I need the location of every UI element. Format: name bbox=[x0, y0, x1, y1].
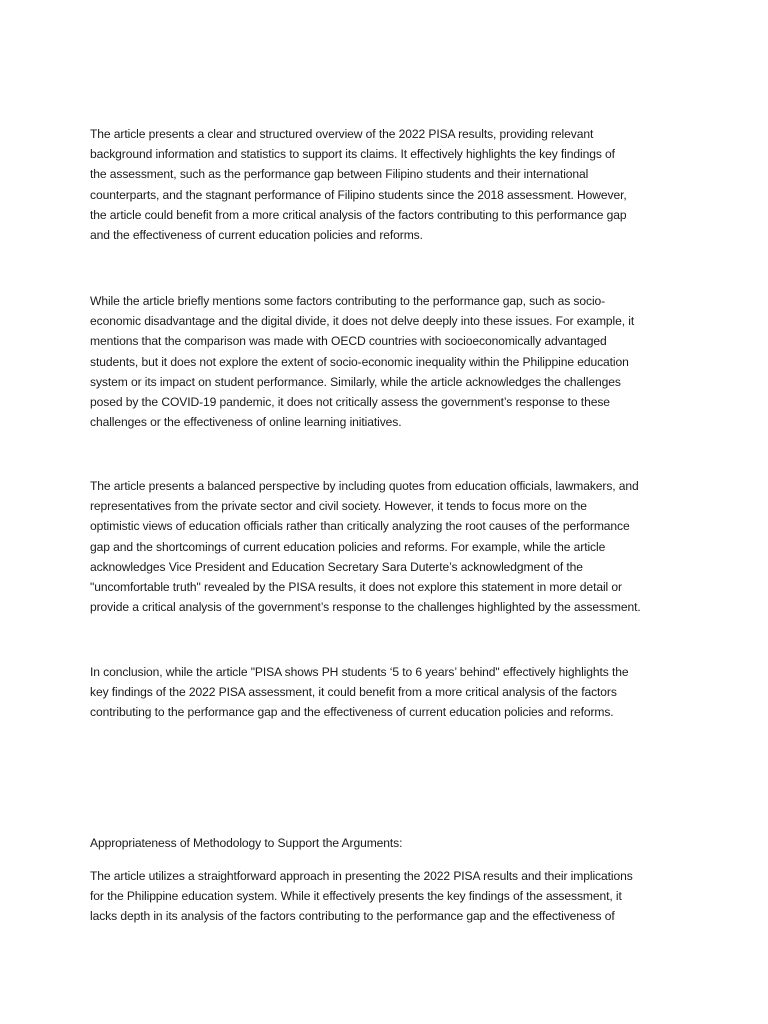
text-line: contributing to the performance gap and the effectiveness of current education policies and reforms. bbox=[90, 705, 614, 720]
text-line: for the Philippine education system. While it effectively presents the key findings of the assessment, it bbox=[90, 889, 622, 904]
text-line: lacks depth in its analysis of the factors contributing to the performance gap and the effectiveness of bbox=[90, 909, 615, 924]
text-line: mentions that the comparison was made with OECD countries with socioeconomically advantaged bbox=[90, 334, 607, 349]
text-line: the assessment, such as the performance gap between Filipino students and their international bbox=[90, 167, 589, 182]
heading-text: Appropriateness of Methodology to Support the Arguments: bbox=[90, 836, 403, 850]
text-line: gap and the shortcomings of current education policies and reforms. For example, while the article bbox=[90, 539, 606, 554]
paragraph-methodology bbox=[90, 866, 685, 927]
text-line: posed by the COVID-19 pandemic, it does not critically assess the government’s response to these bbox=[90, 395, 610, 410]
text-line: optimistic views of education officials rather than critically analyzing the root causes of the performance bbox=[90, 519, 630, 534]
text-line: provide a critical analysis of the government’s response to the challenges highlighted by the assessment. bbox=[90, 600, 641, 615]
text-line: The article presents a balanced perspective by including quotes from education officials, lawmakers, and bbox=[90, 479, 639, 493]
text-line: key findings of the 2022 PISA assessment, it could benefit from a more critical analysis of the factors bbox=[90, 685, 617, 700]
text-line: background information and statistics to support its claims. It effectively highlights the key findings of bbox=[90, 147, 615, 162]
paragraph-perspective bbox=[90, 476, 685, 617]
text-line: economic disadvantage and the digital divide, it does not delve deeply into these issues. For example, it bbox=[90, 314, 635, 329]
text-line: The article presents a clear and structured overview of the 2022 PISA results, providing relevant bbox=[90, 127, 594, 141]
paragraph-conclusion bbox=[90, 662, 685, 723]
text-line: system or its impact on student performance. Similarly, while the article acknowledges the challenges bbox=[90, 374, 621, 389]
text-line: While the article briefly mentions some factors contributing to the performance gap, such as socio- bbox=[90, 294, 606, 308]
text-line: the article could benefit from a more critical analysis of the factors contributing to this performance gap bbox=[90, 207, 627, 222]
text-line: counterparts, and the stagnant performance of Filipino students since the 2018 assessment. However, bbox=[90, 187, 627, 202]
text-line: and the effectiveness of current education policies and reforms. bbox=[90, 228, 423, 243]
text-line: "uncomfortable truth" revealed by the PISA results, it does not explore this statement in more detail or bbox=[90, 580, 622, 595]
paragraph-overview bbox=[90, 124, 685, 245]
paragraph-factors bbox=[90, 291, 685, 432]
text-line: In conclusion, while the article "PISA shows PH students ‘5 to 6 years’ behind" effectively highlights the bbox=[90, 665, 629, 679]
section-heading bbox=[90, 833, 685, 853]
text-line: acknowledges Vice President and Education Secretary Sara Duterte’s acknowledgment of the bbox=[90, 559, 583, 574]
text-line: challenges or the effectiveness of online learning initiatives. bbox=[90, 415, 402, 430]
text-line: representatives from the private sector and civil society. However, it tends to focus more on the bbox=[90, 499, 587, 514]
text-line: students, but it does not explore the extent of socio-economic inequality within the Philippine education bbox=[90, 354, 629, 369]
text-line: The article utilizes a straightforward approach in presenting the 2022 PISA results and their implications bbox=[90, 869, 633, 883]
